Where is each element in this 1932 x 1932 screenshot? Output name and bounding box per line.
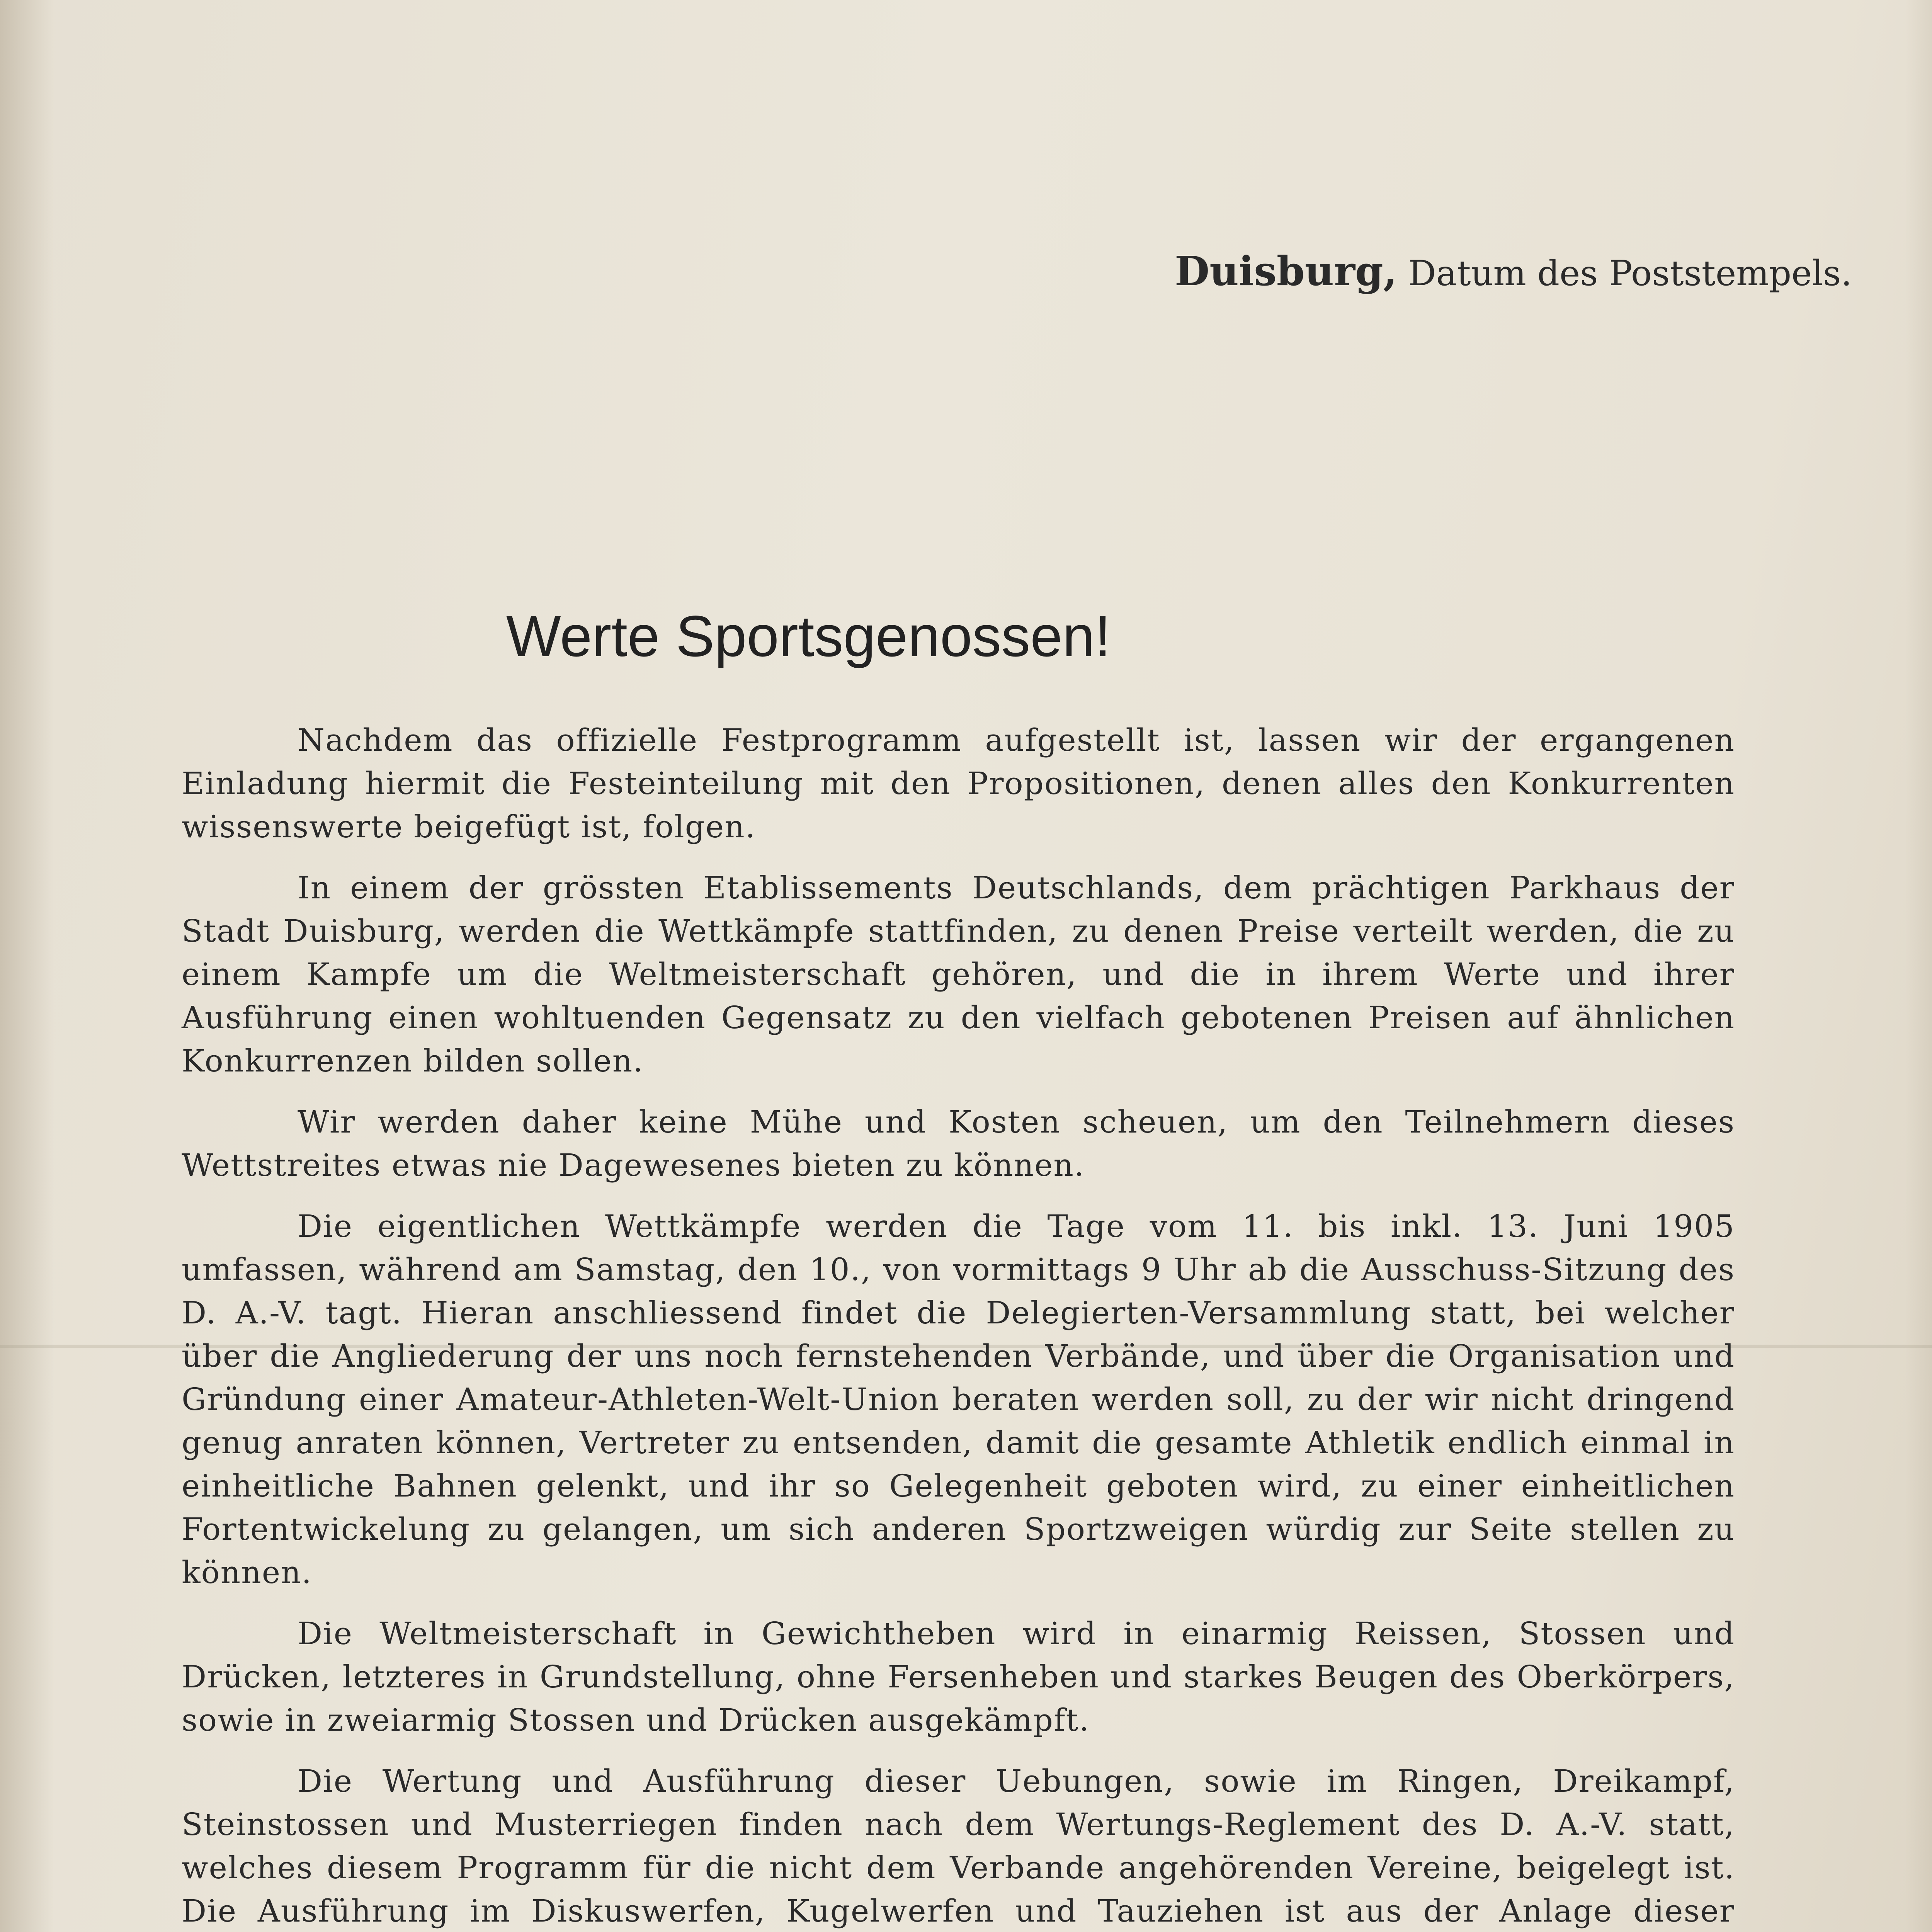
paragraph: In einem der grössten Etablissements Deutschlands, dem prächtigen Parkhaus der Stadt Duisburg, werden die Wettkämpfe stattfinden, zu denen Preise verteilt werden, die zu einem Kampfe um die Weltmeisterschaft gehören, und die in ihrem Werte und ihrer Ausführung einen wohltuenden Gegensatz zu den vielfach gebotenen Preisen auf ähnlichen Konkurrenzen bilden sollen. xyxy=(182,870,1735,1079)
paragraph: Nachdem das offizielle Festprogramm aufgestellt ist, lassen wir der ergangenen Einladung hiermit die Festeinteilung mit den Propositionen, denen alles den Konkurrenten wissenswerte beigefügt ist, folgen. xyxy=(182,722,1735,845)
date-note: Datum des Poststempels. xyxy=(1408,253,1852,294)
salutation-heading: Werte Sportsgenossen! xyxy=(506,604,1111,668)
city-name: Duisburg, xyxy=(1175,247,1397,295)
letter-body xyxy=(182,719,1735,1932)
edge-stain xyxy=(0,0,54,1932)
dateline xyxy=(1175,247,1852,295)
paragraph: Die eigentlichen Wettkämpfe werden die Tage vom 11. bis inkl. 13. Juni 1905 umfassen, während am Samstag, den 10., von vormittags 9 Uhr ab die Ausschuss-Sitzung des D. A.-V. tagt. Hieran anschliessend findet die Delegierten-Versammlung statt, bei welcher über die Angliederung der uns noch fernstehenden Verbände, und über die Organisation und Gründung einer Amateur-Athleten-Welt-Union beraten werden soll, zu der wir nicht dringend genug anraten können, Vertreter zu entsenden, damit die gesamte Athletik endlich einmal in einheitliche Bahnen gelenkt, und ihr so Gelegenheit geboten wird, zu einer einheitlichen Fortentwickelung zu gelangen, um sich anderen Sportzweigen würdig zur Seite stellen zu können. xyxy=(182,1208,1735,1590)
paragraph: Die Weltmeisterschaft in Gewichtheben wird in einarmig Reissen, Stossen und Drücken, letzteres in Grundstellung, ohne Fersenheben und starkes Beugen des Oberkörpers, sowie in zweiarmig Stossen und Drücken ausgekämpft. xyxy=(182,1616,1735,1738)
paragraph: Wir werden daher keine Mühe und Kosten scheuen, um den Teilnehmern dieses Wettstreites etwas nie Dagewesenes bieten zu können. xyxy=(182,1104,1735,1183)
paragraph: Die Wertung und Ausführung dieser Uebungen, sowie im Ringen, Dreikampf, Steinstossen und Musterriegen finden nach dem Wertungs-Reglement des D. A.-V. statt, welches diesem Programm für die nicht dem Verbande angehörenden Vereine, beigelegt ist. Die Ausführung im Diskuswerfen, Kugelwerfen und Tauziehen ist aus der Anlage dieser xyxy=(182,1763,1735,1929)
page-edge-shadow xyxy=(1905,0,1932,1932)
